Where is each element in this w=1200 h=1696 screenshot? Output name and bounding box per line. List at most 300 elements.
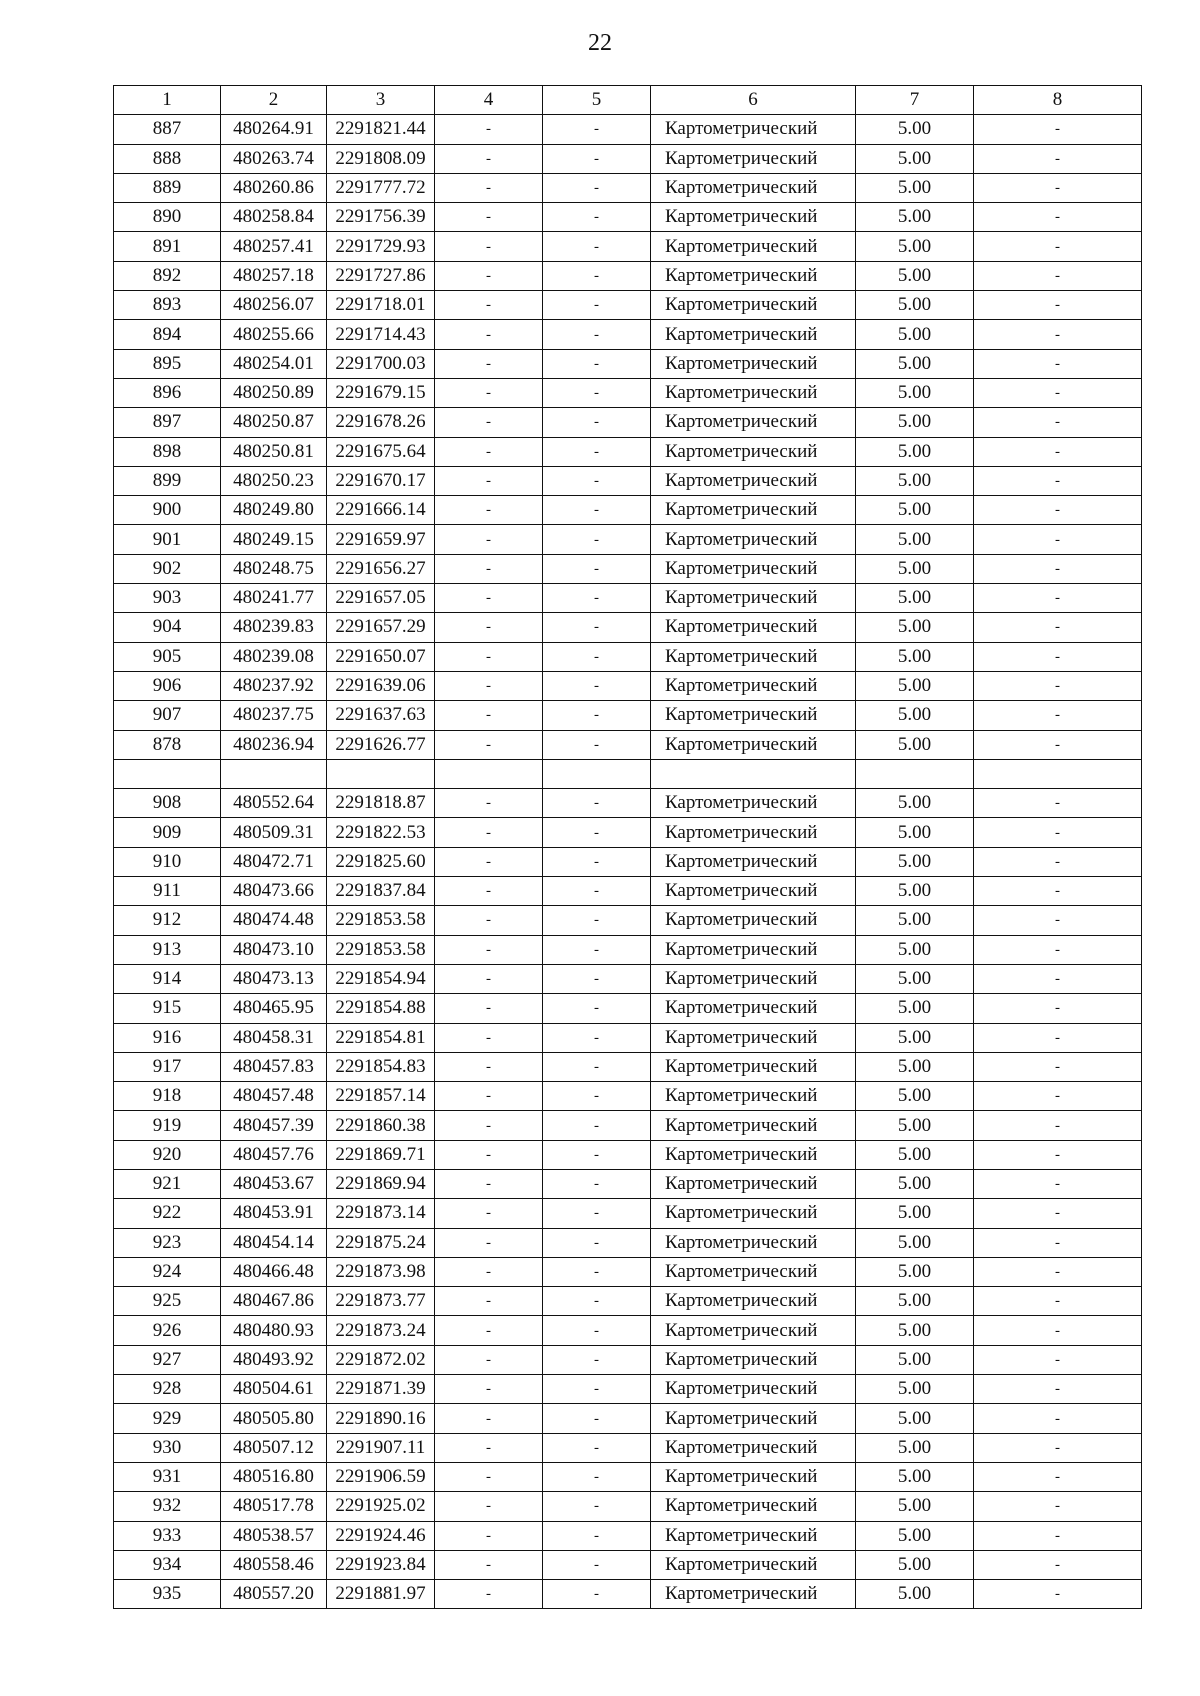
point-number-cell: 917 <box>114 1052 221 1081</box>
col4-value-cell: - <box>435 1580 543 1609</box>
col8-value-cell: - <box>974 994 1142 1023</box>
col5-value-cell: - <box>543 1521 651 1550</box>
point-number-cell: 889 <box>114 173 221 202</box>
accuracy-cell: 5.00 <box>856 466 974 495</box>
y-coordinate-cell: 2291808.09 <box>327 144 435 173</box>
col4-value-cell: - <box>435 1111 543 1140</box>
col4-value-cell: - <box>435 1492 543 1521</box>
point-number-cell: 931 <box>114 1462 221 1491</box>
point-number-cell: 909 <box>114 818 221 847</box>
point-number-cell: 895 <box>114 349 221 378</box>
y-coordinate-cell: 2291718.01 <box>327 291 435 320</box>
point-number-cell: 905 <box>114 642 221 671</box>
method-cell: Картометрический <box>651 1345 856 1374</box>
method-cell: Картометрический <box>651 1580 856 1609</box>
point-number-cell: 878 <box>114 730 221 759</box>
col5-value-cell: - <box>543 1316 651 1345</box>
x-coordinate-cell: 480472.71 <box>221 847 327 876</box>
point-number-cell: 930 <box>114 1433 221 1462</box>
x-coordinate-cell: 480480.93 <box>221 1316 327 1345</box>
method-cell: Картометрический <box>651 378 856 407</box>
method-cell: Картометрический <box>651 1082 856 1111</box>
table-row <box>114 1580 1142 1609</box>
table-row <box>114 584 1142 613</box>
col8-value-cell: - <box>974 1228 1142 1257</box>
x-coordinate-cell: 480557.20 <box>221 1580 327 1609</box>
point-number-cell: 908 <box>114 789 221 818</box>
col4-value-cell: - <box>435 1433 543 1462</box>
col5-value-cell: - <box>543 408 651 437</box>
x-coordinate-cell: 480558.46 <box>221 1550 327 1579</box>
col4-value-cell: - <box>435 320 543 349</box>
point-number-cell: 928 <box>114 1375 221 1404</box>
y-coordinate-cell: 2291857.14 <box>327 1082 435 1111</box>
table-row <box>114 613 1142 642</box>
accuracy-cell: 5.00 <box>856 1111 974 1140</box>
method-cell: Картометрический <box>651 349 856 378</box>
col4-value-cell: - <box>435 466 543 495</box>
x-coordinate-cell: 480504.61 <box>221 1375 327 1404</box>
y-coordinate-cell: 2291890.16 <box>327 1404 435 1433</box>
table-row <box>114 906 1142 935</box>
table-row <box>114 1550 1142 1579</box>
accuracy-cell: 5.00 <box>856 1316 974 1345</box>
col5-value-cell: - <box>543 437 651 466</box>
table-row <box>114 1287 1142 1316</box>
col8-value-cell: - <box>974 320 1142 349</box>
point-number-cell: 918 <box>114 1082 221 1111</box>
table-row <box>114 1052 1142 1081</box>
x-coordinate-cell: 480241.77 <box>221 584 327 613</box>
method-cell: Картометрический <box>651 935 856 964</box>
method-cell: Картометрический <box>651 906 856 935</box>
method-cell: Картометрический <box>651 730 856 759</box>
col5-value-cell: - <box>543 320 651 349</box>
col5-value-cell: - <box>543 701 651 730</box>
col8-value-cell: - <box>974 1287 1142 1316</box>
table-row <box>114 115 1142 144</box>
col5-value-cell: - <box>543 877 651 906</box>
col4-value-cell: - <box>435 173 543 202</box>
col8-value-cell: - <box>974 496 1142 525</box>
col8-value-cell: - <box>974 964 1142 993</box>
x-coordinate-cell: 480473.10 <box>221 935 327 964</box>
col5-value-cell: - <box>543 730 651 759</box>
accuracy-cell: 5.00 <box>856 1257 974 1286</box>
col8-value-cell: - <box>974 1169 1142 1198</box>
method-cell: Картометрический <box>651 1550 856 1579</box>
method-cell: Картометрический <box>651 525 856 554</box>
x-coordinate-cell: 480256.07 <box>221 291 327 320</box>
col8-value-cell: - <box>974 525 1142 554</box>
coordinates-table <box>113 85 1142 1609</box>
point-number-cell: 922 <box>114 1199 221 1228</box>
col4-value-cell: - <box>435 437 543 466</box>
accuracy-cell: 5.00 <box>856 906 974 935</box>
x-coordinate-cell: 480509.31 <box>221 818 327 847</box>
x-coordinate-cell: 480453.91 <box>221 1199 327 1228</box>
y-coordinate-cell: 2291656.27 <box>327 554 435 583</box>
method-cell: Картометрический <box>651 847 856 876</box>
method-cell: Картометрический <box>651 261 856 290</box>
col5-value-cell: - <box>543 642 651 671</box>
x-coordinate-cell: 480457.39 <box>221 1111 327 1140</box>
col5-value-cell: - <box>543 554 651 583</box>
x-coordinate-cell: 480249.15 <box>221 525 327 554</box>
col4-value-cell: - <box>435 291 543 320</box>
y-coordinate-cell: 2291906.59 <box>327 1462 435 1491</box>
method-cell: Картометрический <box>651 203 856 232</box>
method-cell: Картометрический <box>651 1052 856 1081</box>
y-coordinate-cell: 2291821.44 <box>327 115 435 144</box>
y-coordinate-cell: 2291637.63 <box>327 701 435 730</box>
y-coordinate-cell: 2291869.71 <box>327 1140 435 1169</box>
column-header-7: 7 <box>856 86 974 115</box>
accuracy-cell: 5.00 <box>856 1023 974 1052</box>
x-coordinate-cell: 480237.92 <box>221 671 327 700</box>
col5-value-cell: - <box>543 906 651 935</box>
x-coordinate-cell: 480255.66 <box>221 320 327 349</box>
y-coordinate-cell: 2291854.83 <box>327 1052 435 1081</box>
col4-value-cell: - <box>435 1375 543 1404</box>
col8-value-cell: - <box>974 701 1142 730</box>
y-coordinate-cell: 2291873.77 <box>327 1287 435 1316</box>
method-cell: Картометрический <box>651 1023 856 1052</box>
y-coordinate-cell: 2291756.39 <box>327 203 435 232</box>
col8-value-cell: - <box>974 203 1142 232</box>
x-coordinate-cell: 480493.92 <box>221 1345 327 1374</box>
y-coordinate-cell: 2291678.26 <box>327 408 435 437</box>
method-cell: Картометрический <box>651 1316 856 1345</box>
point-number-cell: 916 <box>114 1023 221 1052</box>
y-coordinate-cell: 2291670.17 <box>327 466 435 495</box>
table-row <box>114 1462 1142 1491</box>
accuracy-cell: 5.00 <box>856 935 974 964</box>
table-row <box>114 1521 1142 1550</box>
col4-value-cell: - <box>435 144 543 173</box>
point-number-cell: 899 <box>114 466 221 495</box>
col8-value-cell: - <box>974 115 1142 144</box>
table-row <box>114 1492 1142 1521</box>
column-header-2: 2 <box>221 86 327 115</box>
accuracy-cell: 5.00 <box>856 671 974 700</box>
table-row <box>114 1111 1142 1140</box>
empty-cell <box>114 759 221 788</box>
col8-value-cell: - <box>974 378 1142 407</box>
point-number-cell: 901 <box>114 525 221 554</box>
accuracy-cell: 5.00 <box>856 144 974 173</box>
col8-value-cell: - <box>974 935 1142 964</box>
col8-value-cell: - <box>974 906 1142 935</box>
accuracy-cell: 5.00 <box>856 613 974 642</box>
table-row <box>114 496 1142 525</box>
table-row <box>114 1257 1142 1286</box>
x-coordinate-cell: 480263.74 <box>221 144 327 173</box>
y-coordinate-cell: 2291872.02 <box>327 1345 435 1374</box>
col4-value-cell: - <box>435 994 543 1023</box>
method-cell: Картометрический <box>651 1228 856 1257</box>
accuracy-cell: 5.00 <box>856 789 974 818</box>
y-coordinate-cell: 2291714.43 <box>327 320 435 349</box>
point-number-cell: 910 <box>114 847 221 876</box>
accuracy-cell: 5.00 <box>856 437 974 466</box>
col8-value-cell: - <box>974 1140 1142 1169</box>
accuracy-cell: 5.00 <box>856 496 974 525</box>
col8-value-cell: - <box>974 1404 1142 1433</box>
point-number-cell: 913 <box>114 935 221 964</box>
col5-value-cell: - <box>543 1140 651 1169</box>
y-coordinate-cell: 2291925.02 <box>327 1492 435 1521</box>
method-cell: Картометрический <box>651 877 856 906</box>
col4-value-cell: - <box>435 1023 543 1052</box>
y-coordinate-cell: 2291700.03 <box>327 349 435 378</box>
x-coordinate-cell: 480250.89 <box>221 378 327 407</box>
table-row <box>114 261 1142 290</box>
accuracy-cell: 5.00 <box>856 1345 974 1374</box>
y-coordinate-cell: 2291923.84 <box>327 1550 435 1579</box>
point-number-cell: 933 <box>114 1521 221 1550</box>
col5-value-cell: - <box>543 349 651 378</box>
col5-value-cell: - <box>543 1169 651 1198</box>
y-coordinate-cell: 2291657.29 <box>327 613 435 642</box>
col8-value-cell: - <box>974 1111 1142 1140</box>
y-coordinate-cell: 2291854.94 <box>327 964 435 993</box>
col5-value-cell: - <box>543 818 651 847</box>
x-coordinate-cell: 480236.94 <box>221 730 327 759</box>
col5-value-cell: - <box>543 1580 651 1609</box>
table-row <box>114 173 1142 202</box>
y-coordinate-cell: 2291777.72 <box>327 173 435 202</box>
table-row <box>114 1199 1142 1228</box>
table-row <box>114 964 1142 993</box>
y-coordinate-cell: 2291924.46 <box>327 1521 435 1550</box>
point-number-cell: 907 <box>114 701 221 730</box>
col5-value-cell: - <box>543 1082 651 1111</box>
accuracy-cell: 5.00 <box>856 232 974 261</box>
col4-value-cell: - <box>435 232 543 261</box>
method-cell: Картометрический <box>651 1375 856 1404</box>
accuracy-cell: 5.00 <box>856 203 974 232</box>
x-coordinate-cell: 480454.14 <box>221 1228 327 1257</box>
y-coordinate-cell: 2291907.11 <box>327 1433 435 1462</box>
point-number-cell: 923 <box>114 1228 221 1257</box>
x-coordinate-cell: 480264.91 <box>221 115 327 144</box>
y-coordinate-cell: 2291657.05 <box>327 584 435 613</box>
x-coordinate-cell: 480473.66 <box>221 877 327 906</box>
column-header-6: 6 <box>651 86 856 115</box>
method-cell: Картометрический <box>651 232 856 261</box>
col5-value-cell: - <box>543 613 651 642</box>
table-row <box>114 1375 1142 1404</box>
accuracy-cell: 5.00 <box>856 115 974 144</box>
method-cell: Картометрический <box>651 554 856 583</box>
col8-value-cell: - <box>974 173 1142 202</box>
table-row <box>114 554 1142 583</box>
point-number-cell: 912 <box>114 906 221 935</box>
col5-value-cell: - <box>543 847 651 876</box>
col5-value-cell: - <box>543 115 651 144</box>
col4-value-cell: - <box>435 1052 543 1081</box>
accuracy-cell: 5.00 <box>856 1521 974 1550</box>
accuracy-cell: 5.00 <box>856 1462 974 1491</box>
method-cell: Картометрический <box>651 1521 856 1550</box>
col5-value-cell: - <box>543 261 651 290</box>
col8-value-cell: - <box>974 1580 1142 1609</box>
method-cell: Картометрический <box>651 671 856 700</box>
col8-value-cell: - <box>974 1257 1142 1286</box>
point-number-cell: 900 <box>114 496 221 525</box>
col5-value-cell: - <box>543 203 651 232</box>
accuracy-cell: 5.00 <box>856 701 974 730</box>
y-coordinate-cell: 2291626.77 <box>327 730 435 759</box>
col4-value-cell: - <box>435 906 543 935</box>
x-coordinate-cell: 480249.80 <box>221 496 327 525</box>
col5-value-cell: - <box>543 496 651 525</box>
col5-value-cell: - <box>543 1404 651 1433</box>
col5-value-cell: - <box>543 964 651 993</box>
col4-value-cell: - <box>435 349 543 378</box>
table-row <box>114 203 1142 232</box>
table-row <box>114 818 1142 847</box>
accuracy-cell: 5.00 <box>856 554 974 583</box>
table-body <box>114 115 1142 1609</box>
col5-value-cell: - <box>543 994 651 1023</box>
method-cell: Картометрический <box>651 1111 856 1140</box>
col4-value-cell: - <box>435 1550 543 1579</box>
x-coordinate-cell: 480250.87 <box>221 408 327 437</box>
col8-value-cell: - <box>974 1316 1142 1345</box>
col4-value-cell: - <box>435 1404 543 1433</box>
col5-value-cell: - <box>543 584 651 613</box>
col4-value-cell: - <box>435 1228 543 1257</box>
point-number-cell: 893 <box>114 291 221 320</box>
col8-value-cell: - <box>974 291 1142 320</box>
y-coordinate-cell: 2291650.07 <box>327 642 435 671</box>
col8-value-cell: - <box>974 818 1142 847</box>
x-coordinate-cell: 480505.80 <box>221 1404 327 1433</box>
accuracy-cell: 5.00 <box>856 1169 974 1198</box>
point-number-cell: 935 <box>114 1580 221 1609</box>
method-cell: Картометрический <box>651 789 856 818</box>
table-row <box>114 701 1142 730</box>
x-coordinate-cell: 480239.08 <box>221 642 327 671</box>
col4-value-cell: - <box>435 496 543 525</box>
table-row <box>114 1433 1142 1462</box>
accuracy-cell: 5.00 <box>856 1433 974 1462</box>
x-coordinate-cell: 480467.86 <box>221 1287 327 1316</box>
table-header-row <box>114 86 1142 115</box>
col4-value-cell: - <box>435 203 543 232</box>
method-cell: Картометрический <box>651 642 856 671</box>
col8-value-cell: - <box>974 349 1142 378</box>
accuracy-cell: 5.00 <box>856 818 974 847</box>
method-cell: Картометрический <box>651 964 856 993</box>
col4-value-cell: - <box>435 730 543 759</box>
method-cell: Картометрический <box>651 291 856 320</box>
col8-value-cell: - <box>974 232 1142 261</box>
col8-value-cell: - <box>974 144 1142 173</box>
x-coordinate-cell: 480257.18 <box>221 261 327 290</box>
table-row <box>114 1316 1142 1345</box>
y-coordinate-cell: 2291818.87 <box>327 789 435 818</box>
x-coordinate-cell: 480453.67 <box>221 1169 327 1198</box>
table-row <box>114 1082 1142 1111</box>
point-number-cell: 891 <box>114 232 221 261</box>
table-row <box>114 671 1142 700</box>
point-number-cell: 919 <box>114 1111 221 1140</box>
x-coordinate-cell: 480465.95 <box>221 994 327 1023</box>
col5-value-cell: - <box>543 1052 651 1081</box>
col8-value-cell: - <box>974 261 1142 290</box>
y-coordinate-cell: 2291873.98 <box>327 1257 435 1286</box>
col5-value-cell: - <box>543 1345 651 1374</box>
y-coordinate-cell: 2291854.88 <box>327 994 435 1023</box>
x-coordinate-cell: 480239.83 <box>221 613 327 642</box>
table-row <box>114 789 1142 818</box>
accuracy-cell: 5.00 <box>856 1199 974 1228</box>
point-number-cell: 920 <box>114 1140 221 1169</box>
col4-value-cell: - <box>435 1316 543 1345</box>
point-number-cell: 929 <box>114 1404 221 1433</box>
x-coordinate-cell: 480474.48 <box>221 906 327 935</box>
col5-value-cell: - <box>543 1375 651 1404</box>
col5-value-cell: - <box>543 1111 651 1140</box>
col5-value-cell: - <box>543 789 651 818</box>
method-cell: Картометрический <box>651 1404 856 1433</box>
col4-value-cell: - <box>435 642 543 671</box>
y-coordinate-cell: 2291875.24 <box>327 1228 435 1257</box>
col4-value-cell: - <box>435 877 543 906</box>
col5-value-cell: - <box>543 1023 651 1052</box>
col4-value-cell: - <box>435 1140 543 1169</box>
col4-value-cell: - <box>435 671 543 700</box>
empty-cell <box>327 759 435 788</box>
col4-value-cell: - <box>435 613 543 642</box>
col4-value-cell: - <box>435 1169 543 1198</box>
empty-cell <box>974 759 1142 788</box>
y-coordinate-cell: 2291727.86 <box>327 261 435 290</box>
col5-value-cell: - <box>543 291 651 320</box>
col4-value-cell: - <box>435 408 543 437</box>
y-coordinate-cell: 2291873.14 <box>327 1199 435 1228</box>
y-coordinate-cell: 2291675.64 <box>327 437 435 466</box>
point-number-cell: 926 <box>114 1316 221 1345</box>
y-coordinate-cell: 2291881.97 <box>327 1580 435 1609</box>
method-cell: Картометрический <box>651 115 856 144</box>
accuracy-cell: 5.00 <box>856 378 974 407</box>
point-number-cell: 914 <box>114 964 221 993</box>
accuracy-cell: 5.00 <box>856 1052 974 1081</box>
accuracy-cell: 5.00 <box>856 1228 974 1257</box>
method-cell: Картометрический <box>651 701 856 730</box>
empty-cell <box>856 759 974 788</box>
method-cell: Картометрический <box>651 1287 856 1316</box>
method-cell: Картометрический <box>651 320 856 349</box>
x-coordinate-cell: 480248.75 <box>221 554 327 583</box>
point-number-cell: 932 <box>114 1492 221 1521</box>
point-number-cell: 924 <box>114 1257 221 1286</box>
col8-value-cell: - <box>974 1521 1142 1550</box>
x-coordinate-cell: 480507.12 <box>221 1433 327 1462</box>
table-row <box>114 847 1142 876</box>
x-coordinate-cell: 480250.23 <box>221 466 327 495</box>
col8-value-cell: - <box>974 1492 1142 1521</box>
point-number-cell: 921 <box>114 1169 221 1198</box>
col8-value-cell: - <box>974 408 1142 437</box>
col5-value-cell: - <box>543 671 651 700</box>
method-cell: Картометрический <box>651 173 856 202</box>
accuracy-cell: 5.00 <box>856 847 974 876</box>
